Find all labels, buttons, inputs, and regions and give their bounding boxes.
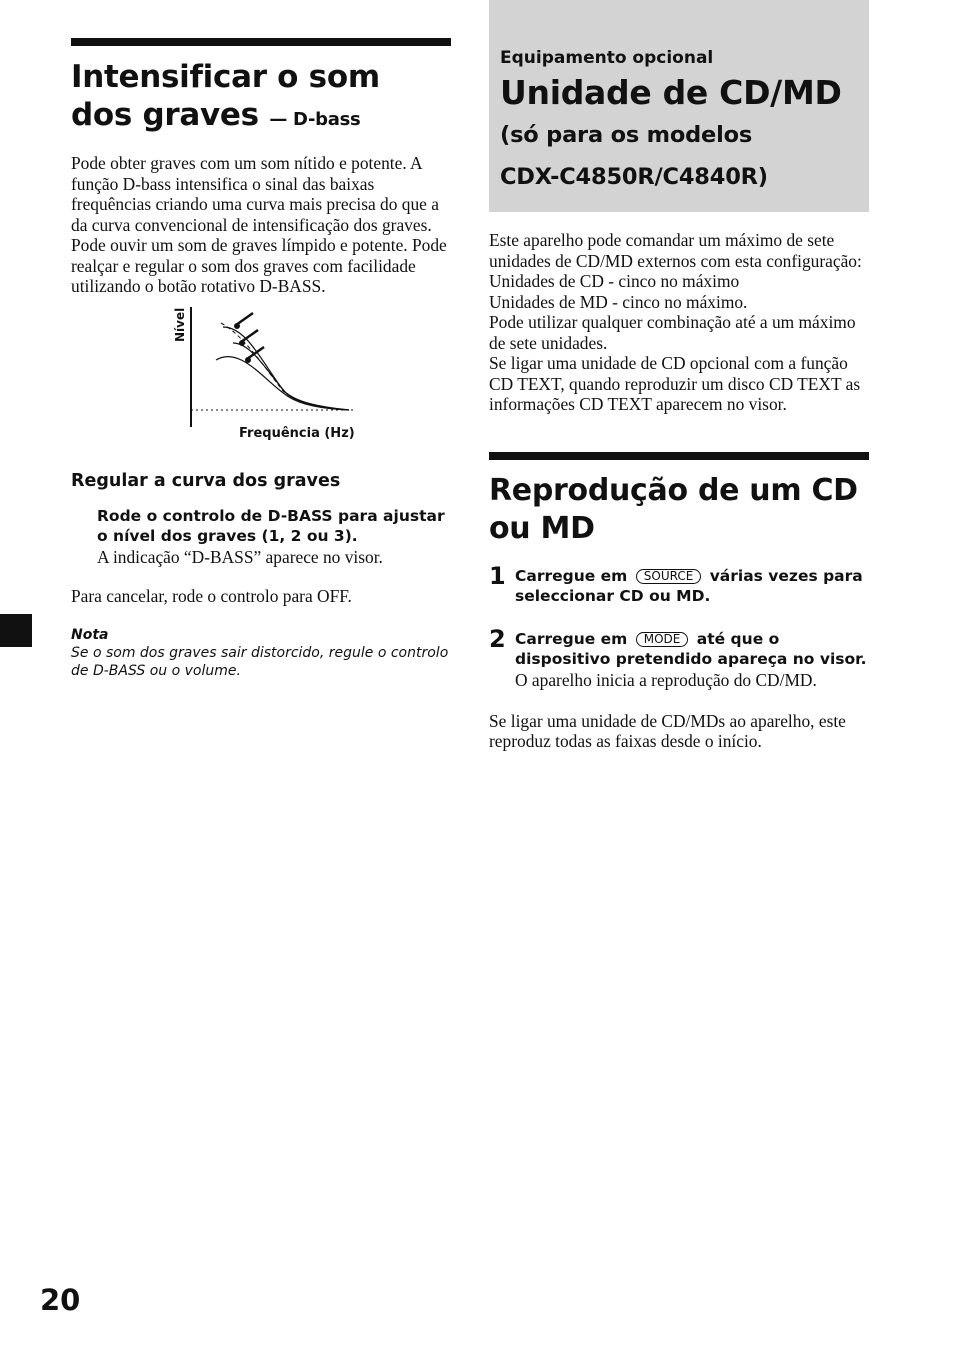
header-title: Unidade de CD/MD — [500, 73, 842, 112]
optional-equipment-header — [489, 0, 869, 212]
knob-dot-1 — [245, 357, 251, 363]
section-title-dbass — [71, 58, 451, 139]
knob-marker-1 — [247, 347, 264, 359]
step-1 — [489, 561, 869, 607]
left-column — [71, 38, 451, 680]
section-rule — [71, 38, 451, 46]
right-column — [489, 230, 869, 752]
instruction-text: A indicação “D-BASS” aparece no visor. — [97, 546, 383, 567]
step-2-post: até que o dispositivo pretendido apareça no visor. — [515, 629, 867, 668]
dbass-curve-figure — [171, 305, 371, 445]
header-subtitle-line2: CDX-C4850R/C4840R) — [500, 164, 768, 190]
source-key: SOURCE — [636, 569, 702, 584]
step-2-note: O aparelho inicia a reprodução do CD/MD. — [515, 669, 817, 690]
dbass-curve-graphic — [171, 305, 371, 445]
cancel-text: Para cancelar, rode o controlo para OFF. — [71, 585, 352, 606]
instruction-bold: Rode o controlo de D-BASS para ajustar o nível dos graves (1, 2 ou 3). — [97, 506, 445, 545]
cd-units-text: Unidades de CD - cinco no máximo — [489, 271, 740, 291]
knob-dot-3 — [234, 323, 240, 329]
step-1-pre: Carregue em — [515, 566, 628, 585]
step-2-pre: Carregue em — [515, 629, 628, 648]
step-number: 1 — [489, 561, 506, 590]
step-2 — [489, 624, 869, 691]
instruction-block — [97, 506, 451, 568]
curve-level-3 — [223, 327, 349, 410]
curve-conventional — [221, 323, 349, 410]
step-1-post: várias vezes para seleccionar CD ou MD. — [515, 566, 863, 605]
knob-dot-2 — [239, 340, 245, 346]
md-units-text: Unidades de MD - cinco no máximo. — [489, 291, 748, 312]
paragraph-intro: Pode obter graves com um som nítido e potente. A função D-bass intensifica o sinal das baixas frequências criando uma curva mais precisa do que a da curva convencional de intensificação dos graves. — [71, 153, 439, 235]
graph-x-label: Frequência (Hz) — [239, 425, 355, 441]
final-paragraph: Se ligar uma unidade de CD/MDs ao aparelho, este reproduz todas as faixas desde o início. — [489, 710, 846, 751]
knob-marker-3 — [236, 313, 253, 325]
section-title-playback: Reprodução de um CD ou MD — [489, 472, 858, 546]
cdtext-paragraph: Se ligar uma unidade de CD opcional com a função CD TEXT, quando reproduzir um disco CD TEXT as informações CD TEXT aparecem no visor. — [489, 353, 861, 414]
note-body: Se o som dos graves sair distorcido, regule o controlo de D-BASS ou o volume. — [71, 645, 449, 679]
page-number: 20 — [40, 1283, 81, 1317]
paragraph-intro-cdmd: Este aparelho pode comandar um máximo de sete unidades de CD/MD externos com esta configuração: — [489, 230, 862, 271]
paragraph-usage: Pode ouvir um som de graves límpido e potente. Pode realçar e regular o som dos graves com facilidade utilizando o botão rotativo D-BASS. — [71, 235, 447, 296]
curve-level-1 — [216, 356, 349, 409]
side-tab-marker — [0, 614, 32, 647]
graph-y-label: Nível — [173, 307, 187, 342]
combination-text: Pode utilizar qualquer combinação até a um máximo de sete unidades. — [489, 312, 856, 353]
section-rule — [489, 452, 869, 460]
step-number: 2 — [489, 624, 506, 653]
subsection-title: Regular a curva dos graves — [71, 470, 341, 491]
mode-key: MODE — [636, 632, 689, 647]
curve-level-2 — [233, 343, 349, 410]
title-text: Intensificar o som dos graves — [71, 59, 380, 133]
title-suffix: — D-bass — [269, 109, 361, 130]
note-title: Nota — [71, 627, 109, 643]
header-kicker: Equipamento opcional — [500, 48, 714, 68]
header-subtitle-line1: (só para os modelos — [500, 122, 753, 148]
